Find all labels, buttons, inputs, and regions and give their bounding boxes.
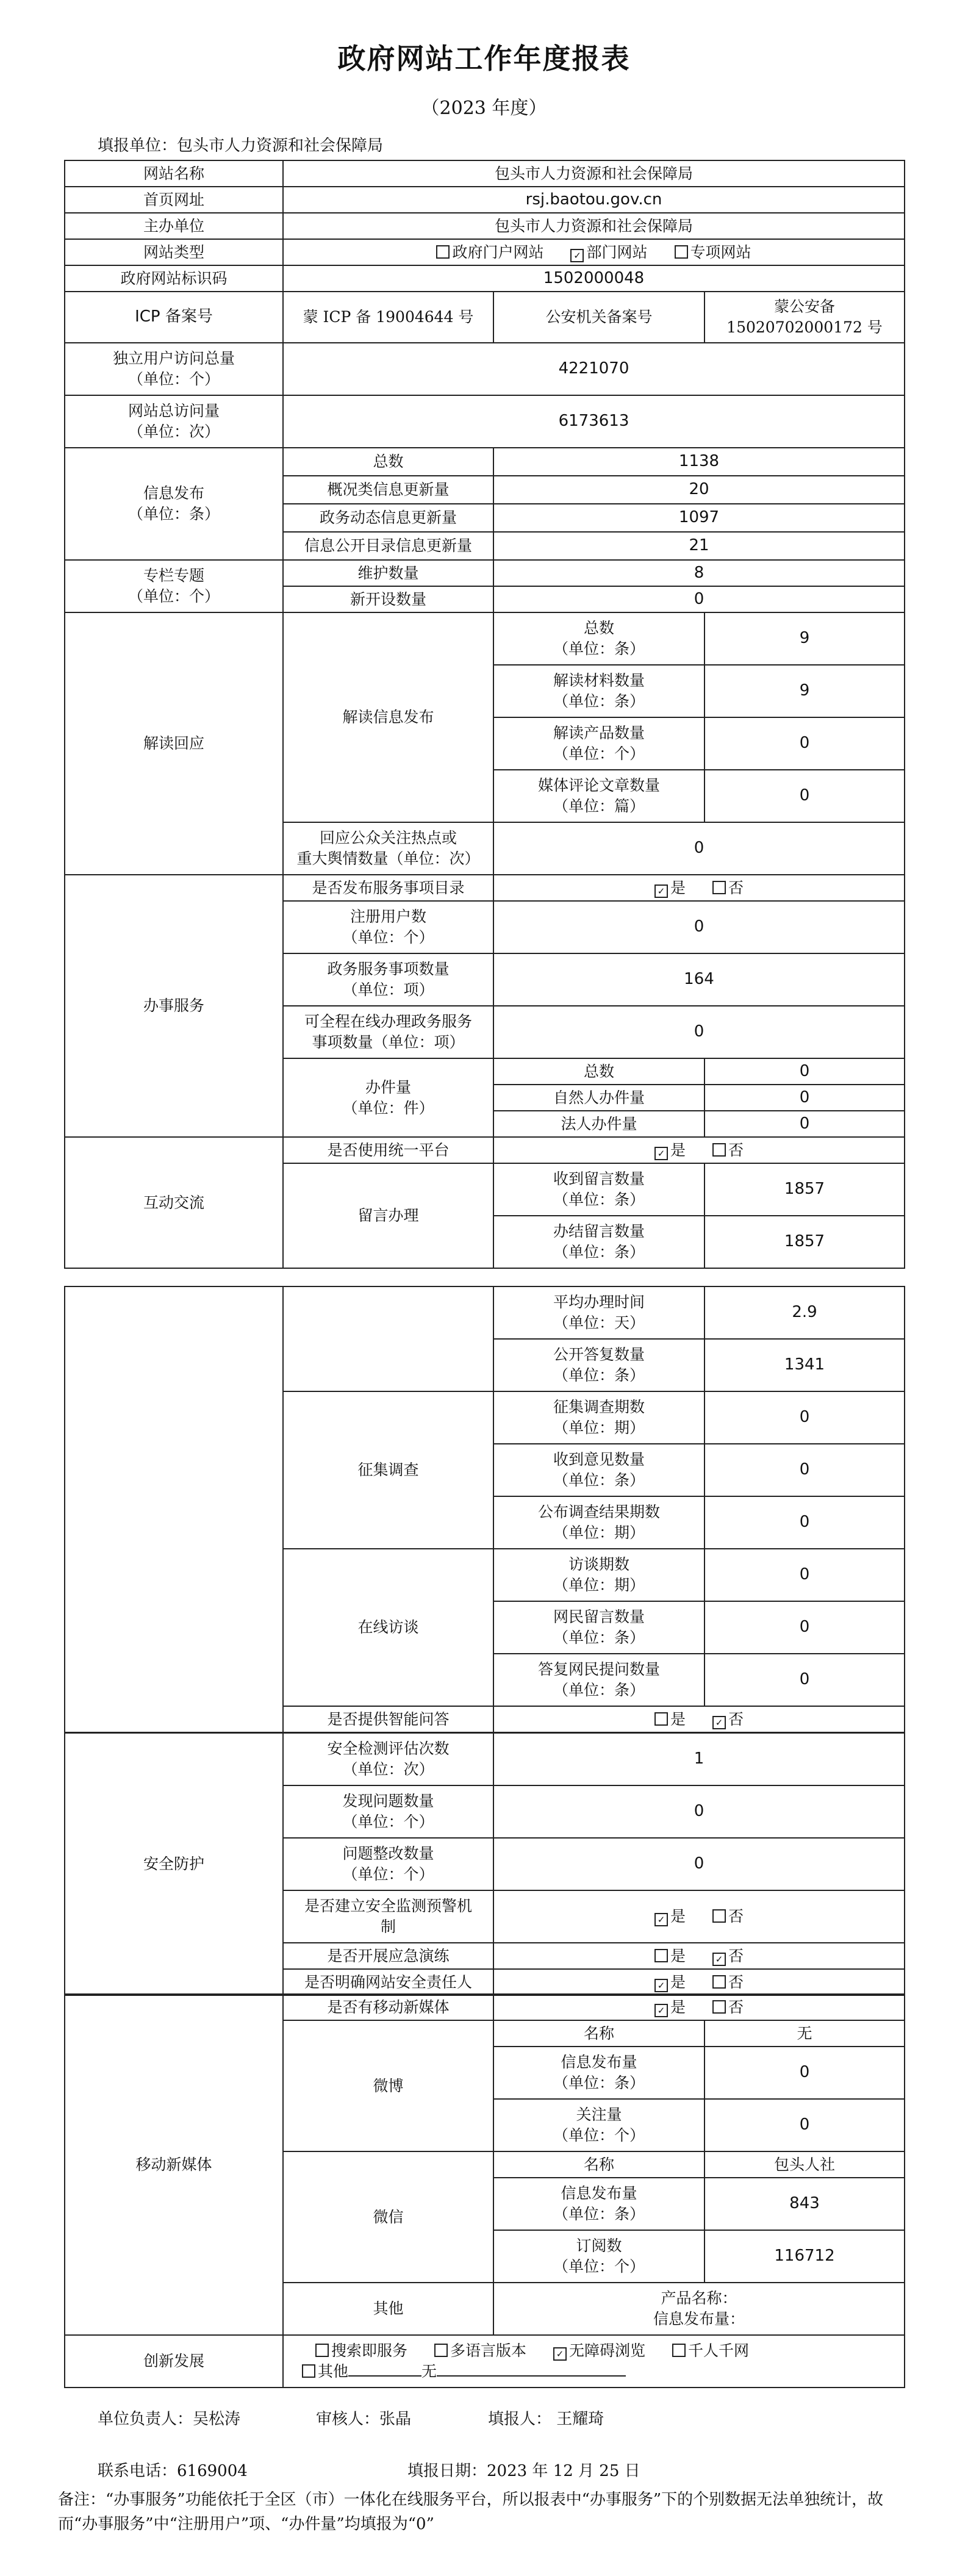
message-row-value: 1857 bbox=[704, 1216, 905, 1268]
checkbox-option-label: 否 bbox=[728, 1141, 744, 1159]
checkbox-icon bbox=[654, 1949, 668, 1962]
report-table-part1 bbox=[64, 160, 905, 1269]
checkbox-option bbox=[712, 1906, 744, 1927]
checkbox-option bbox=[712, 1709, 744, 1730]
checkbox-icon bbox=[654, 1712, 668, 1726]
checked-box-icon: ✓ bbox=[570, 249, 584, 262]
interview-row-label: 访谈期数 （单位：期） bbox=[493, 1549, 704, 1601]
checkbox-option bbox=[712, 1946, 744, 1967]
responsible-label: 是否明确网站安全责任人 bbox=[283, 1969, 493, 1995]
weibo-row-value: 0 bbox=[704, 2047, 905, 2099]
column-row-label: 新开设数量 bbox=[283, 586, 493, 612]
page-title: 政府网站工作年度报表 bbox=[337, 42, 631, 75]
checkbox-icon bbox=[672, 2344, 686, 2357]
service-label: 办事服务 bbox=[65, 875, 283, 1137]
message-label: 留言办理 bbox=[283, 1163, 493, 1268]
checkbox-option bbox=[570, 242, 647, 263]
security-row-label: 问题整改数量 （单位：个） bbox=[283, 1838, 493, 1890]
survey-row-value: 0 bbox=[704, 1391, 905, 1444]
checkbox-icon bbox=[712, 1909, 726, 1923]
security-row-value: 1 bbox=[493, 1733, 905, 1785]
interpret-row-label: 解读产品数量 （单位：个） bbox=[493, 717, 704, 770]
other-media-detail bbox=[493, 2283, 905, 2335]
checkbox-option bbox=[654, 878, 686, 899]
interview-row-value: 0 bbox=[704, 1654, 905, 1706]
checkbox-option-label: 是 bbox=[670, 1141, 686, 1159]
checkbox-icon bbox=[675, 245, 688, 259]
survey-row-value: 0 bbox=[704, 1444, 905, 1496]
interview-row-label: 答复网民提问数量 （单位：条） bbox=[493, 1654, 704, 1706]
service-catalog-label: 是否发布服务事项目录 bbox=[283, 875, 493, 901]
checkbox-option-label: 政府门户网站 bbox=[452, 243, 544, 261]
checkbox-icon bbox=[302, 2364, 315, 2378]
interview-row-label: 网民留言数量 （单位：条） bbox=[493, 1601, 704, 1654]
pv-value: 6173613 bbox=[283, 395, 905, 448]
checkbox-option-label: 是 bbox=[670, 1998, 686, 2016]
ai-qa-options bbox=[493, 1706, 905, 1732]
handled-row-label: 法人办件量 bbox=[493, 1111, 704, 1137]
weibo-row-label: 信息发布量 （单位：条） bbox=[493, 2047, 704, 2099]
innovation-other-label: 其他 bbox=[318, 2363, 349, 2380]
checkbox-icon bbox=[315, 2344, 329, 2357]
interpret-row-label: 总数 （单位：条） bbox=[493, 612, 704, 665]
interpret-row-value: 9 bbox=[704, 612, 905, 665]
checked-box-icon: ✓ bbox=[553, 2347, 567, 2361]
checkbox-icon bbox=[712, 1975, 726, 1989]
checkbox-option bbox=[654, 1140, 686, 1161]
interview-row-value: 0 bbox=[704, 1549, 905, 1601]
innovation-other-value: 无 bbox=[421, 2363, 437, 2380]
info-row-value: 20 bbox=[493, 476, 905, 504]
online-items-value: 0 bbox=[493, 1006, 905, 1058]
handled-row-label: 自然人办件量 bbox=[493, 1085, 704, 1111]
interview-label: 在线访谈 bbox=[283, 1549, 493, 1706]
handled-label: 办件量 （单位：件） bbox=[283, 1058, 493, 1137]
checkbox-option-label: 否 bbox=[728, 1998, 744, 2016]
innovation-label: 创新发展 bbox=[65, 2335, 283, 2388]
wechat-row-value: 包头人社 bbox=[704, 2151, 905, 2178]
message-row-label: 办结留言数量 （单位：条） bbox=[493, 1216, 704, 1268]
hot-response-label: 回应公众关注热点或 重大舆情数量（单位：次） bbox=[283, 822, 493, 875]
footer-leader: 单位负责人：吴松涛 bbox=[98, 2410, 241, 2428]
checkbox-option bbox=[654, 1709, 686, 1730]
report-table-part3 bbox=[64, 1732, 905, 1996]
checkbox-option-label: 否 bbox=[728, 1946, 744, 1965]
checkbox-option-label: 专项网站 bbox=[690, 243, 751, 261]
checkbox-option-label: 是 bbox=[670, 1946, 686, 1965]
checkbox-option bbox=[712, 1997, 744, 2018]
column-row-value: 0 bbox=[493, 586, 905, 612]
innovation-option-list bbox=[302, 2341, 902, 2361]
checked-box-icon: ✓ bbox=[654, 1979, 668, 1992]
checkbox-option bbox=[672, 2341, 749, 2361]
checkbox-option bbox=[654, 1906, 686, 1927]
info-row-value: 1138 bbox=[493, 448, 905, 476]
checkbox-option bbox=[675, 242, 751, 263]
checkbox-icon bbox=[712, 1143, 726, 1157]
site-type-options bbox=[283, 239, 905, 265]
security-row-label: 发现问题数量 （单位：个） bbox=[283, 1785, 493, 1838]
weibo-row-value: 0 bbox=[704, 2099, 905, 2151]
interact-label: 互动交流 bbox=[65, 1137, 283, 1268]
host-unit: 包头市人力资源和社会保障局 bbox=[283, 213, 905, 239]
checkbox-option-label: 搜索即服务 bbox=[331, 2342, 408, 2360]
checked-box-icon: ✓ bbox=[654, 1147, 668, 1160]
checkbox-option bbox=[436, 242, 543, 263]
wechat-row-value: 843 bbox=[704, 2178, 905, 2230]
footer-date: 填报日期：2023 年 12 月 25 日 bbox=[407, 2462, 640, 2480]
checkbox-icon bbox=[712, 2000, 726, 2014]
wechat-label: 微信 bbox=[283, 2151, 493, 2283]
report-table-part2 bbox=[64, 1286, 905, 1733]
innovation-other bbox=[302, 2361, 902, 2382]
footer-filler: 填报人： 王耀琦 bbox=[488, 2410, 604, 2428]
message-row-value: 1857 bbox=[704, 1163, 905, 1216]
checked-box-icon: ✓ bbox=[712, 1716, 726, 1729]
checkbox-option-label: 多语言版本 bbox=[450, 2342, 527, 2360]
checkbox-option bbox=[654, 1997, 686, 2018]
ai-qa-label: 是否提供智能问答 bbox=[283, 1706, 493, 1732]
checkbox-option-label: 否 bbox=[728, 878, 744, 897]
interpret-label: 解读回应 bbox=[65, 612, 283, 875]
handled-row-value: 0 bbox=[704, 1058, 905, 1085]
wechat-row-label: 订阅数 （单位：个） bbox=[493, 2230, 704, 2283]
security-row-label: 安全检测评估次数 （单位：次） bbox=[283, 1733, 493, 1785]
checkbox-option-label: 无障碍浏览 bbox=[569, 2342, 646, 2360]
info-row-label: 概况类信息更新量 bbox=[283, 476, 493, 504]
interpret-row-value: 0 bbox=[704, 717, 905, 770]
checkbox-option bbox=[712, 1972, 744, 1993]
monitor-label: 是否建立安全监测预警机 制 bbox=[283, 1890, 493, 1943]
column-topic-label: 专栏专题 （单位：个） bbox=[65, 560, 283, 612]
info-row-label: 总数 bbox=[283, 448, 493, 476]
other-product-name: 产品名称： bbox=[661, 2289, 737, 2308]
checkbox-option-label: 否 bbox=[728, 1710, 744, 1728]
survey-row-label: 公布调查结果期数 （单位：期） bbox=[493, 1496, 704, 1549]
info-release-label: 信息发布 （单位：条） bbox=[65, 448, 283, 560]
checkbox-option bbox=[712, 1140, 744, 1161]
checkbox-option bbox=[712, 878, 744, 899]
site-code: 1502000048 bbox=[283, 265, 905, 292]
message-label-continued bbox=[283, 1286, 493, 1391]
service-items-value: 164 bbox=[493, 953, 905, 1006]
monitor-options bbox=[493, 1890, 905, 1943]
info-row-label: 信息公开目录信息更新量 bbox=[283, 532, 493, 560]
survey-label: 征集调查 bbox=[283, 1391, 493, 1549]
message-row-value: 2.9 bbox=[704, 1286, 905, 1339]
checkbox-option-label: 否 bbox=[728, 1907, 744, 1926]
info-row-value: 1097 bbox=[493, 504, 905, 532]
other-media-label: 其他 bbox=[283, 2283, 493, 2335]
service-items-label: 政务服务事项数量 （单位：项） bbox=[283, 953, 493, 1006]
police-label: 公安机关备案号 bbox=[493, 292, 704, 343]
survey-row-label: 征集调查期数 （单位：期） bbox=[493, 1391, 704, 1444]
checkbox-option bbox=[315, 2341, 407, 2361]
uv-value: 4221070 bbox=[283, 343, 905, 395]
drill-options bbox=[493, 1943, 905, 1969]
checkbox-option-label: 千人千网 bbox=[688, 2342, 750, 2360]
hot-response-value: 0 bbox=[493, 822, 905, 875]
checkbox-option bbox=[553, 2341, 645, 2361]
checkbox-option bbox=[434, 2341, 526, 2361]
checkbox-option-label: 部门网站 bbox=[586, 243, 648, 261]
footer-note: 备注：“办事服务”功能依托于全区（市）一体化在线服务平台，所以报表中“办事服务”下的个别数据无法单独统计，故而“办事服务”中“注册用户”项、“办件量”均填报为“0” bbox=[58, 2491, 884, 2534]
footer-reviewer: 审核人：张晶 bbox=[316, 2410, 412, 2428]
reporting-unit: 填报单位：包头市人力资源和社会保障局 bbox=[98, 137, 384, 155]
checkbox-option-label: 是 bbox=[670, 878, 686, 897]
column-row-value: 8 bbox=[493, 560, 905, 586]
handled-row-label: 总数 bbox=[493, 1058, 704, 1085]
checked-box-icon: ✓ bbox=[654, 1913, 668, 1926]
message-row-label: 平均办理时间 （单位：天） bbox=[493, 1286, 704, 1339]
interpret-row-label: 媒体评论文章数量 （单位：篇） bbox=[493, 770, 704, 822]
weibo-row-label: 关注量 （单位：个） bbox=[493, 2099, 704, 2151]
report-table-part4 bbox=[64, 1993, 905, 2388]
checkbox-option bbox=[654, 1972, 686, 1993]
icp-label: ICP 备案号 bbox=[65, 292, 283, 343]
host-label: 主办单位 bbox=[65, 213, 283, 239]
pv-label: 网站总访问量 （单位：次） bbox=[65, 395, 283, 448]
wechat-row-label: 信息发布量 （单位：条） bbox=[493, 2178, 704, 2230]
checked-box-icon: ✓ bbox=[654, 884, 668, 898]
wechat-row-value: 116712 bbox=[704, 2230, 905, 2283]
checkbox-icon bbox=[436, 245, 450, 259]
weibo-label: 微博 bbox=[283, 2020, 493, 2151]
message-row-label: 收到留言数量 （单位：条） bbox=[493, 1163, 704, 1216]
checked-box-icon: ✓ bbox=[654, 2004, 668, 2017]
mobile-has-label: 是否有移动新媒体 bbox=[283, 1994, 493, 2020]
home-url: rsj.baotou.gov.cn bbox=[283, 187, 905, 213]
footer-phone: 联系电话：6169004 bbox=[98, 2462, 248, 2480]
checkbox-option-label: 是 bbox=[670, 1973, 686, 1991]
survey-row-value: 0 bbox=[704, 1496, 905, 1549]
checkbox-option bbox=[654, 1946, 686, 1967]
checkbox-icon bbox=[434, 2344, 448, 2357]
weibo-row-label: 名称 bbox=[493, 2020, 704, 2047]
checked-box-icon: ✓ bbox=[712, 1953, 726, 1966]
checkbox-option-label: 否 bbox=[728, 1973, 744, 1991]
weibo-row-value: 无 bbox=[704, 2020, 905, 2047]
interview-row-value: 0 bbox=[704, 1601, 905, 1654]
interpret-row-label: 解读材料数量 （单位：条） bbox=[493, 665, 704, 717]
site-name: 包头市人力资源和社会保障局 bbox=[283, 160, 905, 187]
security-label: 安全防护 bbox=[65, 1733, 283, 1995]
platform-options bbox=[493, 1137, 905, 1163]
service-catalog-options bbox=[493, 875, 905, 901]
interpret-sub-label: 解读信息发布 bbox=[283, 612, 493, 822]
uv-label: 独立用户访问总量 （单位：个） bbox=[65, 343, 283, 395]
security-row-value: 0 bbox=[493, 1785, 905, 1838]
column-row-label: 维护数量 bbox=[283, 560, 493, 586]
registered-users-label: 注册用户数 （单位：个） bbox=[283, 901, 493, 953]
checkbox-icon bbox=[712, 881, 726, 894]
responsible-options bbox=[493, 1969, 905, 1995]
handled-row-value: 0 bbox=[704, 1111, 905, 1137]
drill-label: 是否开展应急演练 bbox=[283, 1943, 493, 1969]
police-number: 蒙公安备 15020702000172 号 bbox=[704, 292, 905, 343]
message-row-value: 1341 bbox=[704, 1339, 905, 1391]
info-row-label: 政务动态信息更新量 bbox=[283, 504, 493, 532]
registered-users-value: 0 bbox=[493, 901, 905, 953]
home-url-label: 首页网址 bbox=[65, 187, 283, 213]
mobile-has-options bbox=[493, 1994, 905, 2020]
site-code-label: 政府网站标识码 bbox=[65, 265, 283, 292]
platform-label: 是否使用统一平台 bbox=[283, 1137, 493, 1163]
innovation-options bbox=[283, 2335, 905, 2388]
info-row-value: 21 bbox=[493, 532, 905, 560]
mobile-label: 移动新媒体 bbox=[65, 1994, 283, 2335]
checkbox-option-label: 是 bbox=[670, 1907, 686, 1926]
wechat-row-label: 名称 bbox=[493, 2151, 704, 2178]
interact-continued bbox=[65, 1286, 283, 1732]
icp-number: 蒙 ICP 备 19004644 号 bbox=[283, 292, 493, 343]
message-row-label: 公开答复数量 （单位：条） bbox=[493, 1339, 704, 1391]
site-type-label: 网站类型 bbox=[65, 239, 283, 265]
security-row-value: 0 bbox=[493, 1838, 905, 1890]
interpret-row-value: 0 bbox=[704, 770, 905, 822]
online-items-label: 可全程在线办理政务服务 事项数量（单位：项） bbox=[283, 1006, 493, 1058]
survey-row-label: 收到意见数量 （单位：条） bbox=[493, 1444, 704, 1496]
interpret-row-value: 9 bbox=[704, 665, 905, 717]
site-name-label: 网站名称 bbox=[65, 160, 283, 187]
checkbox-option-label: 是 bbox=[670, 1710, 686, 1728]
other-release-count: 信息发布量： bbox=[653, 2310, 745, 2328]
handled-row-value: 0 bbox=[704, 1085, 905, 1111]
report-year: （2023 年度） bbox=[421, 98, 547, 119]
